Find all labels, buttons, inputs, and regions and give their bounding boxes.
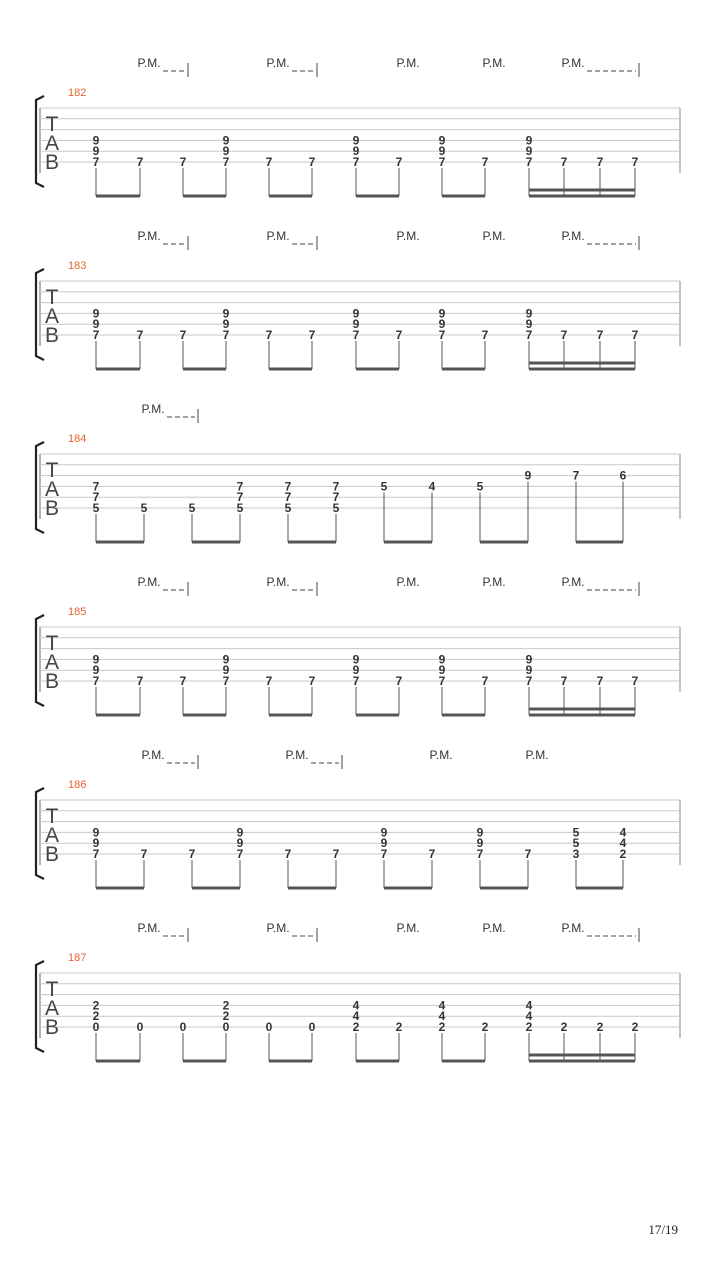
palm-mute-label: P.M.: [396, 229, 420, 243]
palm-mute-label: P.M.: [525, 748, 549, 762]
fret-number: 9: [525, 144, 533, 159]
tab-letter-b: B: [44, 670, 60, 693]
tab-letter-t: T: [45, 459, 59, 482]
palm-mute-label: P.M.: [429, 748, 453, 762]
fret-number: 0: [179, 1020, 187, 1034]
fret-number: 9: [438, 652, 446, 667]
palm-mute-label: P.M.: [561, 56, 585, 70]
fret-number: 7: [428, 847, 436, 861]
fret-number: 9: [380, 836, 388, 851]
fret-number: 9: [222, 133, 230, 148]
fret-number: 7: [236, 490, 244, 505]
fret-number: 2: [438, 1020, 446, 1034]
fret-number: 4: [619, 825, 627, 840]
fret-number: 7: [92, 490, 100, 505]
fret-number: 0: [222, 1020, 230, 1034]
palm-mute-label: P.M.: [266, 229, 290, 243]
palm-mute-label: P.M.: [482, 921, 506, 935]
fret-number: 2: [631, 1020, 639, 1034]
tab-system: [36, 402, 680, 542]
fret-number: 7: [179, 328, 187, 342]
fret-number: 7: [332, 490, 340, 505]
fret-number: 7: [284, 490, 292, 505]
fret-number: 9: [438, 306, 446, 321]
fret-number: 7: [265, 674, 273, 688]
fret-number: 2: [395, 1020, 403, 1034]
fret-number: 9: [524, 468, 532, 483]
fret-number: 7: [308, 328, 316, 342]
fret-number: 7: [284, 847, 292, 861]
fret-number: 9: [352, 306, 360, 321]
palm-mute-label: P.M.: [266, 56, 290, 70]
palm-mute-label: P.M.: [137, 56, 161, 70]
palm-mute-label: P.M.: [137, 575, 161, 589]
fret-number: 7: [332, 847, 340, 861]
fret-number: 5: [140, 501, 148, 515]
fret-number: 7: [92, 674, 100, 688]
fret-number: 7: [572, 468, 580, 483]
fret-number: 7: [481, 674, 489, 688]
fret-number: 7: [236, 479, 244, 494]
fret-number: 7: [596, 155, 604, 169]
palm-mute-label: P.M.: [137, 921, 161, 935]
palm-mute-label: P.M.: [266, 921, 290, 935]
fret-number: 9: [92, 836, 100, 851]
fret-number: 9: [352, 652, 360, 667]
fret-number: 4: [438, 1009, 446, 1024]
fret-number: 0: [265, 1020, 273, 1034]
tab-letter-t: T: [45, 978, 59, 1001]
fret-number: 7: [136, 328, 144, 342]
fret-number: 9: [92, 306, 100, 321]
fret-number: 5: [332, 501, 340, 515]
fret-number: 7: [525, 155, 533, 169]
fret-number: 2: [92, 998, 100, 1013]
palm-mute-label: P.M.: [141, 748, 165, 762]
fret-number: 9: [525, 306, 533, 321]
tab-letter-a: A: [44, 824, 60, 847]
fret-number: 2: [92, 1009, 100, 1024]
fret-number: 0: [92, 1020, 100, 1034]
fret-number: 7: [438, 674, 446, 688]
palm-mute-label: P.M.: [561, 575, 585, 589]
fret-number: 5: [236, 501, 244, 515]
fret-number: 7: [380, 847, 388, 861]
fret-number: 9: [236, 836, 244, 851]
fret-number: 7: [352, 328, 360, 342]
fret-number: 7: [560, 328, 568, 342]
tab-system: [36, 575, 680, 715]
fret-number: 2: [222, 1009, 230, 1024]
tab-system: [36, 748, 680, 888]
measure-number: 183: [68, 260, 87, 272]
fret-number: 9: [525, 663, 533, 678]
fret-number: 7: [332, 479, 340, 494]
fret-number: 7: [438, 328, 446, 342]
measure-number: 182: [68, 87, 87, 99]
tab-letter-t: T: [45, 286, 59, 309]
tab-letter-a: A: [44, 305, 60, 328]
fret-number: 9: [476, 836, 484, 851]
fret-number: 7: [524, 847, 532, 861]
palm-mute-label: P.M.: [482, 575, 506, 589]
fret-number: 4: [352, 998, 360, 1013]
fret-number: 7: [179, 155, 187, 169]
fret-number: 9: [222, 306, 230, 321]
fret-number: 7: [92, 847, 100, 861]
fret-number: 7: [631, 328, 639, 342]
fret-number: 3: [572, 847, 580, 861]
fret-number: 2: [525, 1020, 533, 1034]
fret-number: 7: [631, 674, 639, 688]
tab-letter-a: A: [44, 651, 60, 674]
fret-number: 7: [136, 155, 144, 169]
tab-system: [36, 56, 680, 196]
fret-number: 7: [395, 155, 403, 169]
fret-number: 9: [525, 652, 533, 667]
palm-mute-label: P.M.: [396, 575, 420, 589]
fret-number: 5: [380, 479, 388, 494]
fret-number: 2: [596, 1020, 604, 1034]
tab-letter-t: T: [45, 632, 59, 655]
fret-number: 9: [92, 663, 100, 678]
palm-mute-label: P.M.: [396, 921, 420, 935]
palm-mute-label: P.M.: [482, 56, 506, 70]
fret-number: 5: [572, 825, 580, 840]
fret-number: 9: [352, 144, 360, 159]
palm-mute-label: P.M.: [285, 748, 309, 762]
palm-mute-label: P.M.: [396, 56, 420, 70]
tab-letter-a: A: [44, 478, 60, 501]
fret-number: 7: [560, 674, 568, 688]
fret-number: 4: [352, 1009, 360, 1024]
fret-number: 7: [179, 674, 187, 688]
fret-number: 9: [525, 317, 533, 332]
measure-number: 187: [68, 952, 87, 964]
tab-letter-b: B: [44, 324, 60, 347]
fret-number: 4: [525, 1009, 533, 1024]
fret-number: 9: [438, 133, 446, 148]
fret-number: 5: [572, 836, 580, 851]
palm-mute-label: P.M.: [266, 575, 290, 589]
fret-number: 9: [222, 144, 230, 159]
measure-number: 185: [68, 606, 87, 618]
measure-number: 186: [68, 779, 87, 791]
fret-number: 9: [352, 317, 360, 332]
tab-letter-t: T: [45, 113, 59, 136]
fret-number: 9: [476, 825, 484, 840]
fret-number: 7: [596, 674, 604, 688]
fret-number: 9: [438, 663, 446, 678]
fret-number: 7: [236, 847, 244, 861]
palm-mute-label: P.M.: [137, 229, 161, 243]
fret-number: 9: [222, 663, 230, 678]
tab-system: [36, 229, 680, 369]
fret-number: 4: [428, 479, 436, 494]
fret-number: 7: [188, 847, 196, 861]
palm-mute-label: P.M.: [561, 229, 585, 243]
fret-number: 7: [596, 328, 604, 342]
fret-number: 7: [308, 674, 316, 688]
fret-number: 9: [438, 144, 446, 159]
fret-number: 9: [525, 133, 533, 148]
page-number: 17/19: [648, 1222, 678, 1237]
fret-number: 5: [284, 501, 292, 515]
fret-number: 7: [481, 155, 489, 169]
fret-number: 5: [188, 501, 196, 515]
measure-number: 184: [68, 433, 87, 445]
fret-number: 7: [284, 479, 292, 494]
tab-letter-b: B: [44, 1016, 60, 1039]
fret-number: 2: [560, 1020, 568, 1034]
tab-letter-b: B: [44, 497, 60, 520]
tab-letter-b: B: [44, 843, 60, 866]
fret-number: 9: [92, 144, 100, 159]
fret-number: 7: [395, 674, 403, 688]
fret-number: 7: [560, 155, 568, 169]
tab-letter-b: B: [44, 151, 60, 174]
fret-number: 0: [136, 1020, 144, 1034]
fret-number: 9: [438, 317, 446, 332]
fret-number: 7: [222, 155, 230, 169]
fret-number: 7: [395, 328, 403, 342]
fret-number: 7: [140, 847, 148, 861]
fret-number: 2: [222, 998, 230, 1013]
tab-letter-a: A: [44, 132, 60, 155]
fret-number: 7: [631, 155, 639, 169]
palm-mute-label: P.M.: [141, 402, 165, 416]
fret-number: 5: [476, 479, 484, 494]
palm-mute-label: P.M.: [482, 229, 506, 243]
fret-number: 7: [352, 155, 360, 169]
tab-letter-a: A: [44, 997, 60, 1020]
fret-number: 7: [92, 328, 100, 342]
fret-number: 4: [525, 998, 533, 1013]
fret-number: 7: [308, 155, 316, 169]
fret-number: 9: [92, 652, 100, 667]
fret-number: 9: [222, 317, 230, 332]
tab-system: [36, 921, 680, 1061]
fret-number: 7: [481, 328, 489, 342]
fret-number: 0: [308, 1020, 316, 1034]
fret-number: 7: [222, 328, 230, 342]
fret-number: 4: [619, 836, 627, 851]
fret-number: 7: [222, 674, 230, 688]
fret-number: 2: [352, 1020, 360, 1034]
fret-number: 7: [265, 328, 273, 342]
fret-number: 9: [352, 663, 360, 678]
fret-number: 5: [92, 501, 100, 515]
fret-number: 9: [222, 652, 230, 667]
fret-number: 4: [438, 998, 446, 1013]
fret-number: 7: [136, 674, 144, 688]
fret-number: 2: [619, 847, 627, 861]
fret-number: 9: [236, 825, 244, 840]
fret-number: 7: [438, 155, 446, 169]
fret-number: 7: [525, 674, 533, 688]
fret-number: 9: [92, 317, 100, 332]
fret-number: 7: [92, 155, 100, 169]
palm-mute-label: P.M.: [561, 921, 585, 935]
fret-number: 9: [380, 825, 388, 840]
fret-number: 7: [352, 674, 360, 688]
tab-letter-t: T: [45, 805, 59, 828]
fret-number: 7: [92, 479, 100, 494]
fret-number: 2: [481, 1020, 489, 1034]
fret-number: 6: [619, 468, 627, 483]
fret-number: 7: [265, 155, 273, 169]
fret-number: 7: [525, 328, 533, 342]
fret-number: 9: [92, 825, 100, 840]
fret-number: 7: [476, 847, 484, 861]
fret-number: 9: [352, 133, 360, 148]
fret-number: 9: [92, 133, 100, 148]
